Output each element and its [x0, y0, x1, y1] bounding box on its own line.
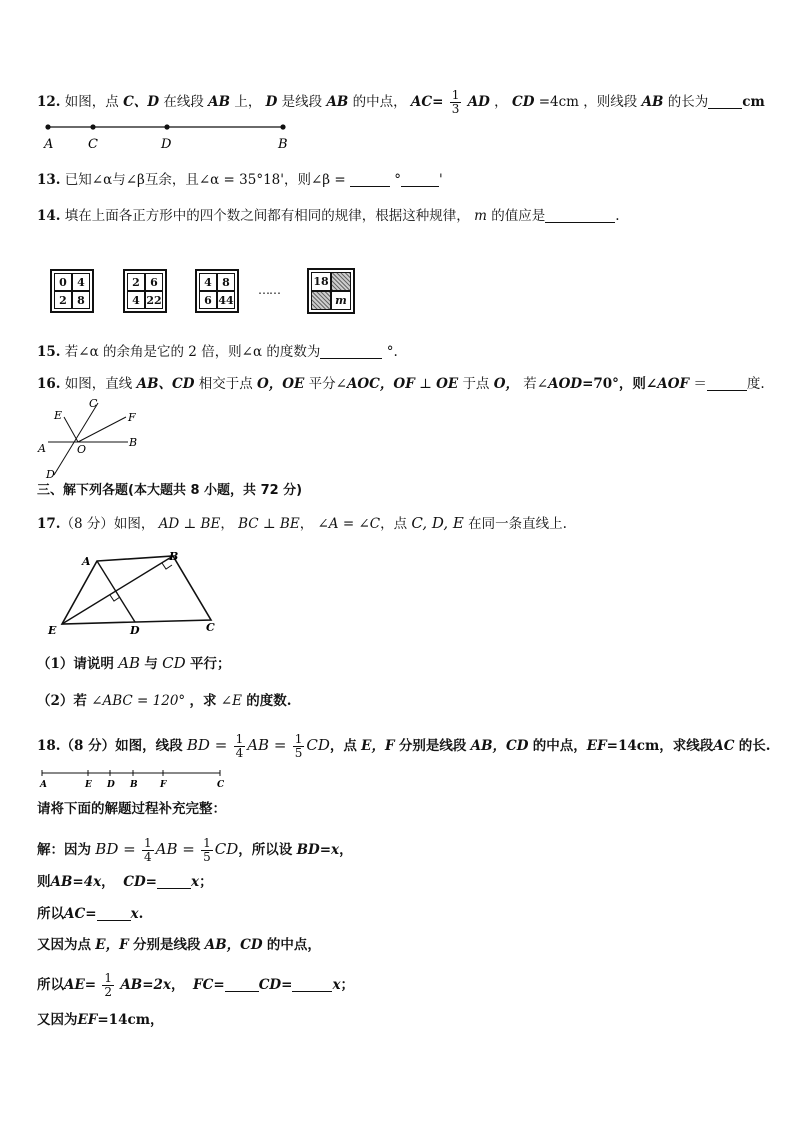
q18-s1g: ，: [339, 842, 353, 858]
q17-part-2: [37, 692, 291, 710]
q18-label-d: D: [107, 780, 115, 790]
q18-t2: BD =: [186, 736, 228, 754]
q18-t6: E，F: [361, 738, 395, 754]
q18-fc-blank[interactable]: [225, 977, 259, 992]
q12-t14: =4cm ，则线段: [538, 94, 638, 110]
q12-t13: CD: [511, 94, 535, 110]
q18-s1-frac-2: [201, 837, 213, 864]
q18-label-e: E: [85, 780, 92, 790]
q17-t3: ，: [220, 516, 234, 532]
q17-p2b: ∠ABC = 120°: [91, 693, 186, 709]
q16-label-f: F: [128, 411, 136, 424]
q14-square-2: [123, 269, 167, 313]
q12-label-b: B: [278, 137, 288, 152]
q18-s6b: EF: [77, 1012, 98, 1028]
q17-label-b: B: [169, 550, 179, 563]
q14-s1-cell-bl: 2: [54, 291, 72, 309]
q13-text: [37, 171, 443, 189]
q14-s2-cell-bl: 4: [127, 291, 145, 309]
q18-segment-figure: [40, 768, 240, 790]
q12-point-d: [164, 124, 169, 129]
q12-segment-figure: [40, 118, 300, 152]
q18-s6c: =14cm，: [97, 1012, 164, 1028]
q16-t16: 度.: [746, 376, 765, 392]
q18-s5e: FC=: [193, 977, 225, 993]
q18-cd-blank[interactable]: [157, 874, 191, 889]
q16-label-a: A: [38, 442, 46, 455]
q15-answer-blank[interactable]: [320, 344, 382, 359]
q18-f2d: 5: [294, 746, 303, 760]
q17-label-e: E: [48, 624, 57, 637]
q18-s1-f2n: 1: [203, 836, 211, 850]
q18-t7: 分别是线段: [398, 738, 467, 754]
q18-fc-x-blank[interactable]: [292, 977, 332, 992]
q18-s6a: 又因为: [37, 1012, 78, 1028]
q18-s1a: 解：因为: [37, 842, 91, 858]
q17-t7: ，点: [380, 516, 408, 532]
q16-text: [37, 375, 765, 393]
q17-t2: AD ⊥ BE: [158, 516, 221, 532]
q18-s5g: x: [332, 977, 341, 993]
q17-t6: ∠A = ∠C: [317, 516, 381, 532]
q12-t9: 的中点，: [352, 94, 407, 110]
q14-answer-blank[interactable]: [545, 208, 615, 223]
q18-s5fn: 1: [104, 971, 113, 985]
q12-t16: 的长为: [667, 94, 709, 110]
q12-frac-num: 1: [451, 88, 460, 102]
q18-s2c: ，: [101, 874, 115, 890]
q18-s5c: AB=2x: [120, 977, 171, 993]
q16-t9: 于点: [462, 376, 490, 392]
q18-s2a: 则: [37, 874, 51, 890]
q15-number: 15.: [37, 344, 61, 360]
q12-t10: AC=: [410, 94, 444, 110]
q17-t9: 在同一条直线上.: [468, 516, 567, 532]
q18-s1b: BD =: [95, 840, 136, 858]
q14-last-cell-m: m: [331, 291, 351, 310]
q18-step-3: [37, 905, 143, 923]
q12-frac-den: 3: [451, 102, 460, 116]
q12-t11: AD: [467, 94, 490, 110]
q14-s2-cell-tr: 6: [145, 273, 163, 291]
q16-t7: ⊥: [419, 376, 432, 392]
q18-prompt: 请将下面的解题过程补充完整：: [37, 801, 226, 817]
q18-t12: AC: [713, 738, 735, 754]
q14-s2-cell-tl: 2: [127, 273, 145, 291]
q16-number: 16.: [37, 376, 61, 392]
q12-label-d: D: [161, 137, 172, 152]
q16-t3: 相交于点: [198, 376, 253, 392]
q13-t3: ': [439, 172, 443, 188]
q17-p1e: 平行；: [189, 656, 231, 672]
q18-s4c: 分别是线段: [132, 937, 201, 953]
q18-label-b: B: [130, 780, 138, 790]
q13-t1: 已知∠α与∠β互余，且∠α = 35°18'，则∠β =: [64, 172, 346, 188]
q18-s5b: AE=: [64, 977, 97, 993]
q16-label-c: C: [89, 397, 98, 410]
q12-point-b: [280, 124, 285, 129]
q16-t2: AB、CD: [136, 376, 195, 392]
q16-label-o: O: [77, 443, 87, 456]
q18-step-1: [37, 837, 353, 864]
q14-text: [37, 207, 620, 225]
q17-t4: BC ⊥ BE: [238, 516, 300, 532]
q17-label-d: D: [130, 624, 140, 637]
q18-text: [37, 733, 771, 760]
q18-t8: AB，CD: [470, 738, 529, 754]
q16-t13: =70°，则∠: [582, 376, 658, 392]
q12-t17: cm: [742, 94, 765, 110]
q18-frac-2: [293, 733, 305, 760]
q16-ray-oe: [64, 417, 78, 442]
q16-t15: ＝: [693, 376, 707, 392]
q18-s2b: AB=4x: [50, 874, 102, 890]
q16-ray-of: [78, 417, 126, 442]
q18-step-4: [37, 936, 321, 954]
q14-s3-cell-tl: 4: [199, 273, 217, 291]
q16-label-d: D: [46, 468, 55, 481]
q14-number: 14.: [37, 208, 61, 224]
q16-t12: AOD: [548, 376, 583, 392]
q14-s3-cell-bl: 6: [199, 291, 217, 309]
q14-t3: 的值应是: [491, 208, 546, 224]
q13-minute-blank[interactable]: [401, 172, 439, 187]
q18-t10: EF: [586, 738, 607, 754]
q17-t1: （8 分）如图，: [60, 516, 155, 532]
q18-step-6: [37, 1011, 163, 1029]
q18-s1e: ，所以设: [238, 842, 293, 858]
q18-s2f: ；: [199, 874, 213, 890]
q17-label-a: A: [82, 555, 91, 568]
q12-t12: ，: [494, 94, 508, 110]
q18-s5d: ，: [170, 977, 185, 993]
q18-s4e: 的中点，: [266, 937, 321, 953]
q17-t5: ，: [299, 516, 314, 532]
section-3-heading: 三、解下列各题(本大题共 8 小题，共 72 分): [37, 483, 303, 498]
q12-point-c: [90, 124, 95, 129]
q12-t3: 在线段: [163, 94, 204, 110]
q14-last-cell-shaded-bl: [311, 291, 331, 310]
q12-t1: 如图，点: [64, 94, 119, 110]
q18-s5f: CD=: [258, 977, 293, 993]
q18-s5a: 所以: [37, 977, 64, 993]
q17-right-angle-b: [162, 563, 172, 569]
q18-s1f: BD=x: [296, 842, 340, 858]
q17-p2e: 的度数.: [246, 693, 292, 709]
q12-label-a: A: [44, 137, 54, 152]
q18-s1c: AB =: [155, 840, 195, 858]
q14-s1-cell-tl: 0: [54, 273, 72, 291]
q14-square-1: [50, 269, 94, 313]
q12-t4: AB: [208, 94, 231, 110]
q18-step-2: [37, 873, 213, 891]
q15-text: [37, 343, 398, 361]
q18-s3a: 所以: [37, 906, 64, 922]
q14-s1-cell-tr: 4: [72, 273, 90, 291]
q17-text: [37, 514, 567, 533]
q18-s4d: AB，CD: [204, 937, 263, 953]
q12-t2: C、D: [123, 94, 160, 110]
q18-t3: AB =: [247, 736, 287, 754]
q12-t7: 是线段: [281, 94, 323, 110]
q16-t14: AOF: [657, 376, 690, 392]
q14-last-cell-shaded-tr: [331, 272, 351, 291]
q18-s4b: E，F: [95, 937, 129, 953]
q18-s1-f1d: 4: [143, 850, 152, 864]
q16-label-b: B: [129, 436, 138, 449]
q17-quadrilateral-figure: [44, 549, 224, 639]
q18-t4: CD: [306, 736, 330, 754]
q18-s2e: x: [191, 874, 200, 890]
q14-s2-cell-br: 22: [145, 291, 163, 309]
q12-label-c: C: [88, 137, 98, 152]
q17-line-be: [62, 556, 173, 624]
q14-square-3: [195, 269, 239, 313]
q16-t8: OE: [436, 376, 459, 392]
q16-t6: AOC，OF: [346, 376, 415, 392]
q18-ac-blank[interactable]: [97, 906, 131, 921]
q18-s3b: AC=: [64, 906, 97, 922]
q18-f1d: 4: [235, 746, 244, 760]
q14-last-cell-tl: 18: [311, 272, 331, 291]
q18-s5fd: 2: [104, 985, 113, 999]
q17-label-c: C: [206, 621, 215, 634]
q12-point-a: [45, 124, 50, 129]
q12-answer-blank[interactable]: [708, 94, 742, 109]
q13-t2: °: [394, 172, 402, 188]
q15-t2: °.: [386, 344, 398, 360]
q12-t5: 上，: [234, 94, 262, 110]
q18-label-a: A: [40, 780, 47, 790]
q17-line-ad: [97, 561, 135, 622]
q16-t1: 如图，直线: [64, 376, 133, 392]
q18-s1-f1n: 1: [143, 836, 152, 850]
q16-t11: 若∠: [523, 376, 549, 392]
q14-t1: 填在上面各正方形中的四个数之间都有相同的规律，根据这种规律，: [64, 208, 470, 224]
q17-number: 17.: [37, 516, 61, 532]
q18-s4a: 又因为点: [37, 937, 91, 953]
q14-s1-cell-br: 8: [72, 291, 90, 309]
q18-s3c: x: [130, 906, 139, 922]
q16-intersecting-lines-figure: [36, 395, 146, 485]
q18-step-5: [37, 972, 354, 999]
q18-s5h: ；: [340, 977, 355, 993]
q14-ellipsis: ……: [258, 283, 280, 297]
q16-label-e: E: [54, 409, 63, 422]
q13-degree-blank[interactable]: [350, 172, 390, 187]
q18-t13: 的长.: [738, 738, 771, 754]
q17-p1b: AB: [118, 654, 141, 672]
q16-t4: O，OE: [257, 376, 305, 392]
q18-s5-frac: [102, 972, 114, 999]
q14-s3-cell-tr: 8: [217, 273, 235, 291]
q18-s1d: CD: [214, 840, 239, 858]
q12-number: 12.: [37, 94, 61, 110]
q14-square-last: [307, 268, 355, 314]
q12-t15: AB: [641, 94, 664, 110]
q18-s1-f2d: 5: [203, 850, 211, 864]
q14-t2: m: [474, 208, 487, 224]
q16-t5: 平分∠: [308, 376, 347, 392]
q16-t10: O，: [493, 376, 519, 392]
q17-p1d: CD: [162, 654, 186, 672]
q17-p1c: 与: [144, 656, 158, 672]
q17-p2c: ，求: [189, 693, 217, 709]
q12-t6: D: [265, 94, 278, 110]
q12-text: [37, 89, 765, 116]
q14-s3-cell-br: 44: [217, 291, 235, 309]
q18-f1n: 1: [235, 732, 244, 746]
q17-t8: C, D, E: [411, 514, 464, 532]
q18-number: 18.: [37, 738, 61, 754]
q18-s2d: CD=: [123, 874, 157, 890]
q13-number: 13.: [37, 172, 61, 188]
q16-answer-blank[interactable]: [707, 376, 747, 391]
q18-frac-1: [234, 733, 246, 760]
q18-t1: （8 分）如图，线段: [60, 738, 183, 754]
q17-p1a: （1）请说明: [37, 656, 114, 672]
q18-t11: =14cm，求线段: [606, 738, 714, 754]
q14-t4: .: [615, 208, 620, 224]
q15-t1: 若∠α 的余角是它的 2 倍，则∠α 的度数为: [64, 344, 321, 360]
q18-label-c: C: [217, 780, 225, 790]
q18-t5: ，点: [329, 738, 357, 754]
q12-t8: AB: [326, 94, 349, 110]
q18-f2n: 1: [294, 732, 303, 746]
q17-p2a: （2）若: [37, 693, 87, 709]
q17-part-1: [37, 654, 230, 673]
q18-s1-frac-1: [142, 837, 154, 864]
q12-fraction: [450, 89, 462, 116]
q18-label-f: F: [160, 780, 167, 790]
q17-p2d: ∠E: [220, 693, 242, 709]
q18-s3d: .: [138, 906, 144, 922]
q18-t9: 的中点，: [532, 738, 587, 754]
